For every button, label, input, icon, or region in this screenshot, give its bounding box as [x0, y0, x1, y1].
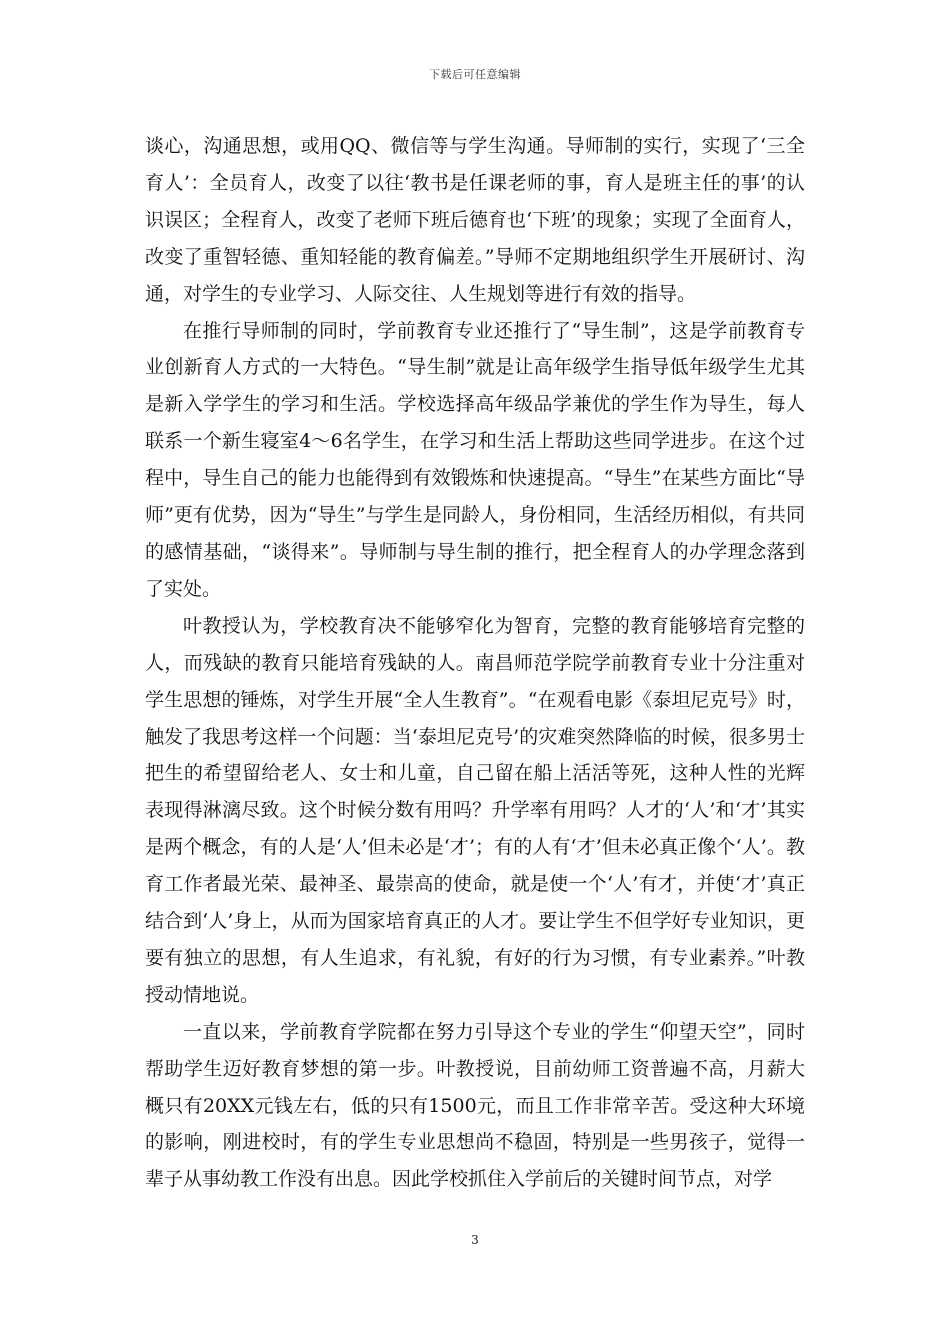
body-text — [145, 128, 805, 1198]
paragraph-1: 谈心，沟通思想，或用QQ、微信等与学生沟通。导师制的实行，实现了‘三全育人’：全员育人，改变了以往‘教书是任课老师的事，育人是班主任的事’的认识误区；全程育人，改变了老师下班后德育也‘下班’的现象；实现了全面育人，改变了重智轻德、重知轻能的教育偏差。”导师不定期地组织学生开展研讨、沟通，对学生的专业学习、人际交往、人生规划等进行有效的指导。 — [145, 135, 805, 305]
page-header: 下载后可任意编辑 — [429, 68, 521, 81]
paragraph-2: 在推行导师制的同时，学前教育专业还推行了“导生制”，这是学前教育专业创新育人方式的一大特色。“导生制”就是让高年级学生指导低年级学生尤其是新入学学生的学习和生活。学校选择高年级品学兼优的学生作为导生，每人联系一个新生寝室4～6名学生，在学习和生活上帮助这些同学进步。在这个过程中，导生自己的能力也能得到有效锻炼和快速提高。“导生”在某些方面比“导师”更有优势，因为“导生”与学生是同龄人，身份相同，生活经历相似，有共同的感情基础，“谈得来”。导师制与导生制的推行，把全程育人的办学理念落到了实处。 — [145, 319, 805, 600]
paragraph-4: 一直以来，学前教育学院都在努力引导这个专业的学生“仰望天空”，同时帮助学生迈好教育梦想的第一步。叶教授说，目前幼师工资普遍不高，月薪大概只有20XX元钱左右，低的只有1500元，而且工作非常辛苦。受这种大环境的影响，刚进校时，有的学生专业思想尚不稳固，特别是一些男孩子，觉得一辈子从事幼教工作没有出息。因此学校抓住入学前后的关键时间节点，对学 — [145, 1020, 805, 1191]
paragraph-3: 叶教授认为，学校教育决不能够窄化为智育，完整的教育能够培育完整的人，而残缺的教育只能培育残缺的人。南昌师范学院学前教育专业十分注重对学生思想的锤炼，对学生开展“全人生教育”。“在观看电影《泰坦尼克号》时，触发了我思考这样一个问题：当‘泰坦尼克号’的灾难突然降临的时候，很多男士把生的希望留给老人、女士和儿童，自己留在船上活活等死，这种人性的光辉表现得淋漓尽致。这个时候分数有用吗？升学率有用吗？人才的‘人’和‘才’其实是两个概念，有的人是‘人’但未必是‘才’；有的人有‘才’但未必真正像个‘人’。教育工作者最光荣、最神圣、最崇高的使命，就是使一个‘人’有才，并使‘才’真正结合到‘人’身上，从而为国家培育真正的人才。要让学生不但学好专业知识，更要有独立的思想，有人生追求，有礼貌，有好的行为习惯，有专业素养。”叶教授动情地说。 — [145, 614, 805, 1006]
page-number: 3 — [471, 1233, 479, 1247]
